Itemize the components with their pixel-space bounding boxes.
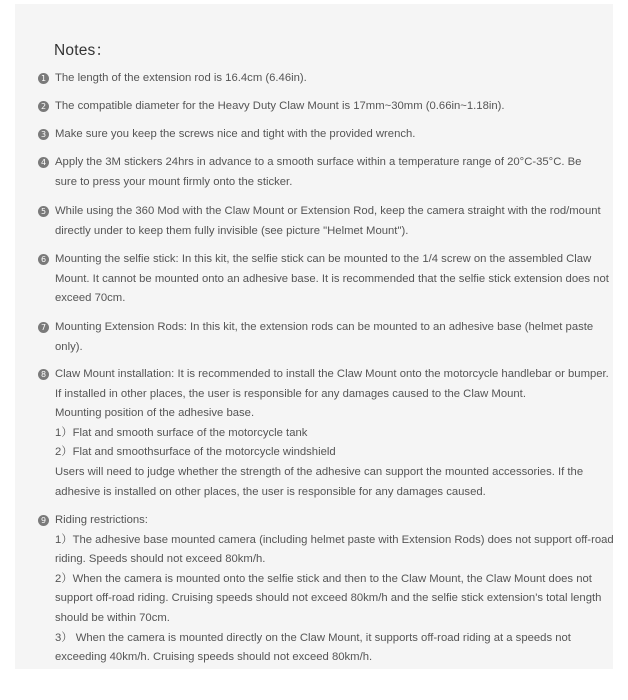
note-text-line: 2）Flat and smoothsurface of the motorcycle windshield <box>55 446 336 459</box>
note-number-badge: 8 <box>38 369 49 380</box>
note-text-line: 1）The adhesive base mounted camera (including helmet paste with Extension Rods) does not support off-road <box>55 533 614 546</box>
note-item <box>55 511 614 668</box>
note-text-line: The compatible diameter for the Heavy Duty Claw Mount is 17mm~30mm (0.66in~1.18in). <box>55 100 505 112</box>
note-text-line: Mount. It cannot be mounted onto an adhesive base. It is recommended that the selfie stick extension does not <box>55 272 609 285</box>
note-text-line: support off-road riding. Cruising speeds should not exceed 80km/h and the selfie stick extension's total length <box>55 592 602 605</box>
note-item <box>55 153 603 192</box>
note-text-line: 3） When the camera is mounted directly on the Claw Mount, it supports off-road riding at a speeds not <box>55 631 571 644</box>
note-text-line: exceed 70cm. <box>55 292 126 305</box>
note-item <box>55 365 609 502</box>
note-number-badge: 1 <box>38 73 49 84</box>
note-text-line: 2）When the camera is mounted onto the selfie stick and then to the Claw Mount, the Claw Mount does not <box>55 572 592 585</box>
note-text-line: Users will need to judge whether the strength of the adhesive can support the mounted accessories. If the <box>55 465 584 478</box>
note-text-line: adhesive is installed on other places, the user is responsible for any damages caused. <box>55 485 486 498</box>
note-item <box>55 69 603 89</box>
note-item <box>55 97 603 117</box>
note-text-line: If installed in other places, the user is responsible for any damages caused to the Claw Mount. <box>55 387 526 400</box>
note-text-line: Mounting Extension Rods: In this kit, the extension rods can be mounted to an adhesive base (helmet paste <box>55 321 594 333</box>
note-text-line: The length of the extension rod is 16.4cm (6.46in). <box>55 72 307 84</box>
note-text-line: sure to press your mount firmly onto the sticker. <box>55 175 293 188</box>
note-number-badge: 6 <box>38 254 49 265</box>
note-text-line: Mounting the selfie stick: In this kit, the selfie stick can be mounted to the 1/4 screw on the assembled Claw <box>55 253 592 265</box>
note-text-line: 1）Flat and smooth surface of the motorcycle tank <box>55 426 308 439</box>
note-item <box>55 125 603 145</box>
note-number-badge: 7 <box>38 322 49 333</box>
note-item <box>55 318 603 357</box>
note-number-badge: 9 <box>38 515 49 526</box>
note-number-badge: 4 <box>38 157 49 168</box>
note-text-line: Riding restrictions: <box>55 514 148 526</box>
note-number-badge: 2 <box>38 101 49 112</box>
note-item <box>55 250 609 309</box>
note-text-line: Claw Mount installation: It is recommended to install the Claw Mount onto the motorcycle handlebar or bumper. <box>55 368 609 380</box>
note-text-line: only). <box>55 340 83 353</box>
note-text-line: Mounting position of the adhesive base. <box>55 407 255 420</box>
note-item <box>55 202 603 241</box>
note-text-line: exceeding 40km/h. Cruising speeds should not exceed 80km/h. <box>55 651 373 664</box>
note-text-line: While using the 360 Mod with the Claw Mount or Extension Rod, keep the camera straight with the rod/mount <box>55 205 601 217</box>
note-text-line: riding. Speeds should not exceed 80km/h. <box>55 553 266 566</box>
note-text-line: directly under to keep them fully invisible (see picture "Helmet Mount"). <box>55 224 409 237</box>
notes-title: Notes： <box>54 42 112 59</box>
note-number-badge: 3 <box>38 129 49 140</box>
note-number-badge: 5 <box>38 206 49 217</box>
note-text-line: Make sure you keep the screws nice and tight with the provided wrench. <box>55 128 416 140</box>
note-text-line: Apply the 3M stickers 24hrs in advance to a smooth surface within a temperature range of 20°C-35°C. Be <box>55 156 582 168</box>
note-text-line: should be within 70cm. <box>55 611 170 624</box>
